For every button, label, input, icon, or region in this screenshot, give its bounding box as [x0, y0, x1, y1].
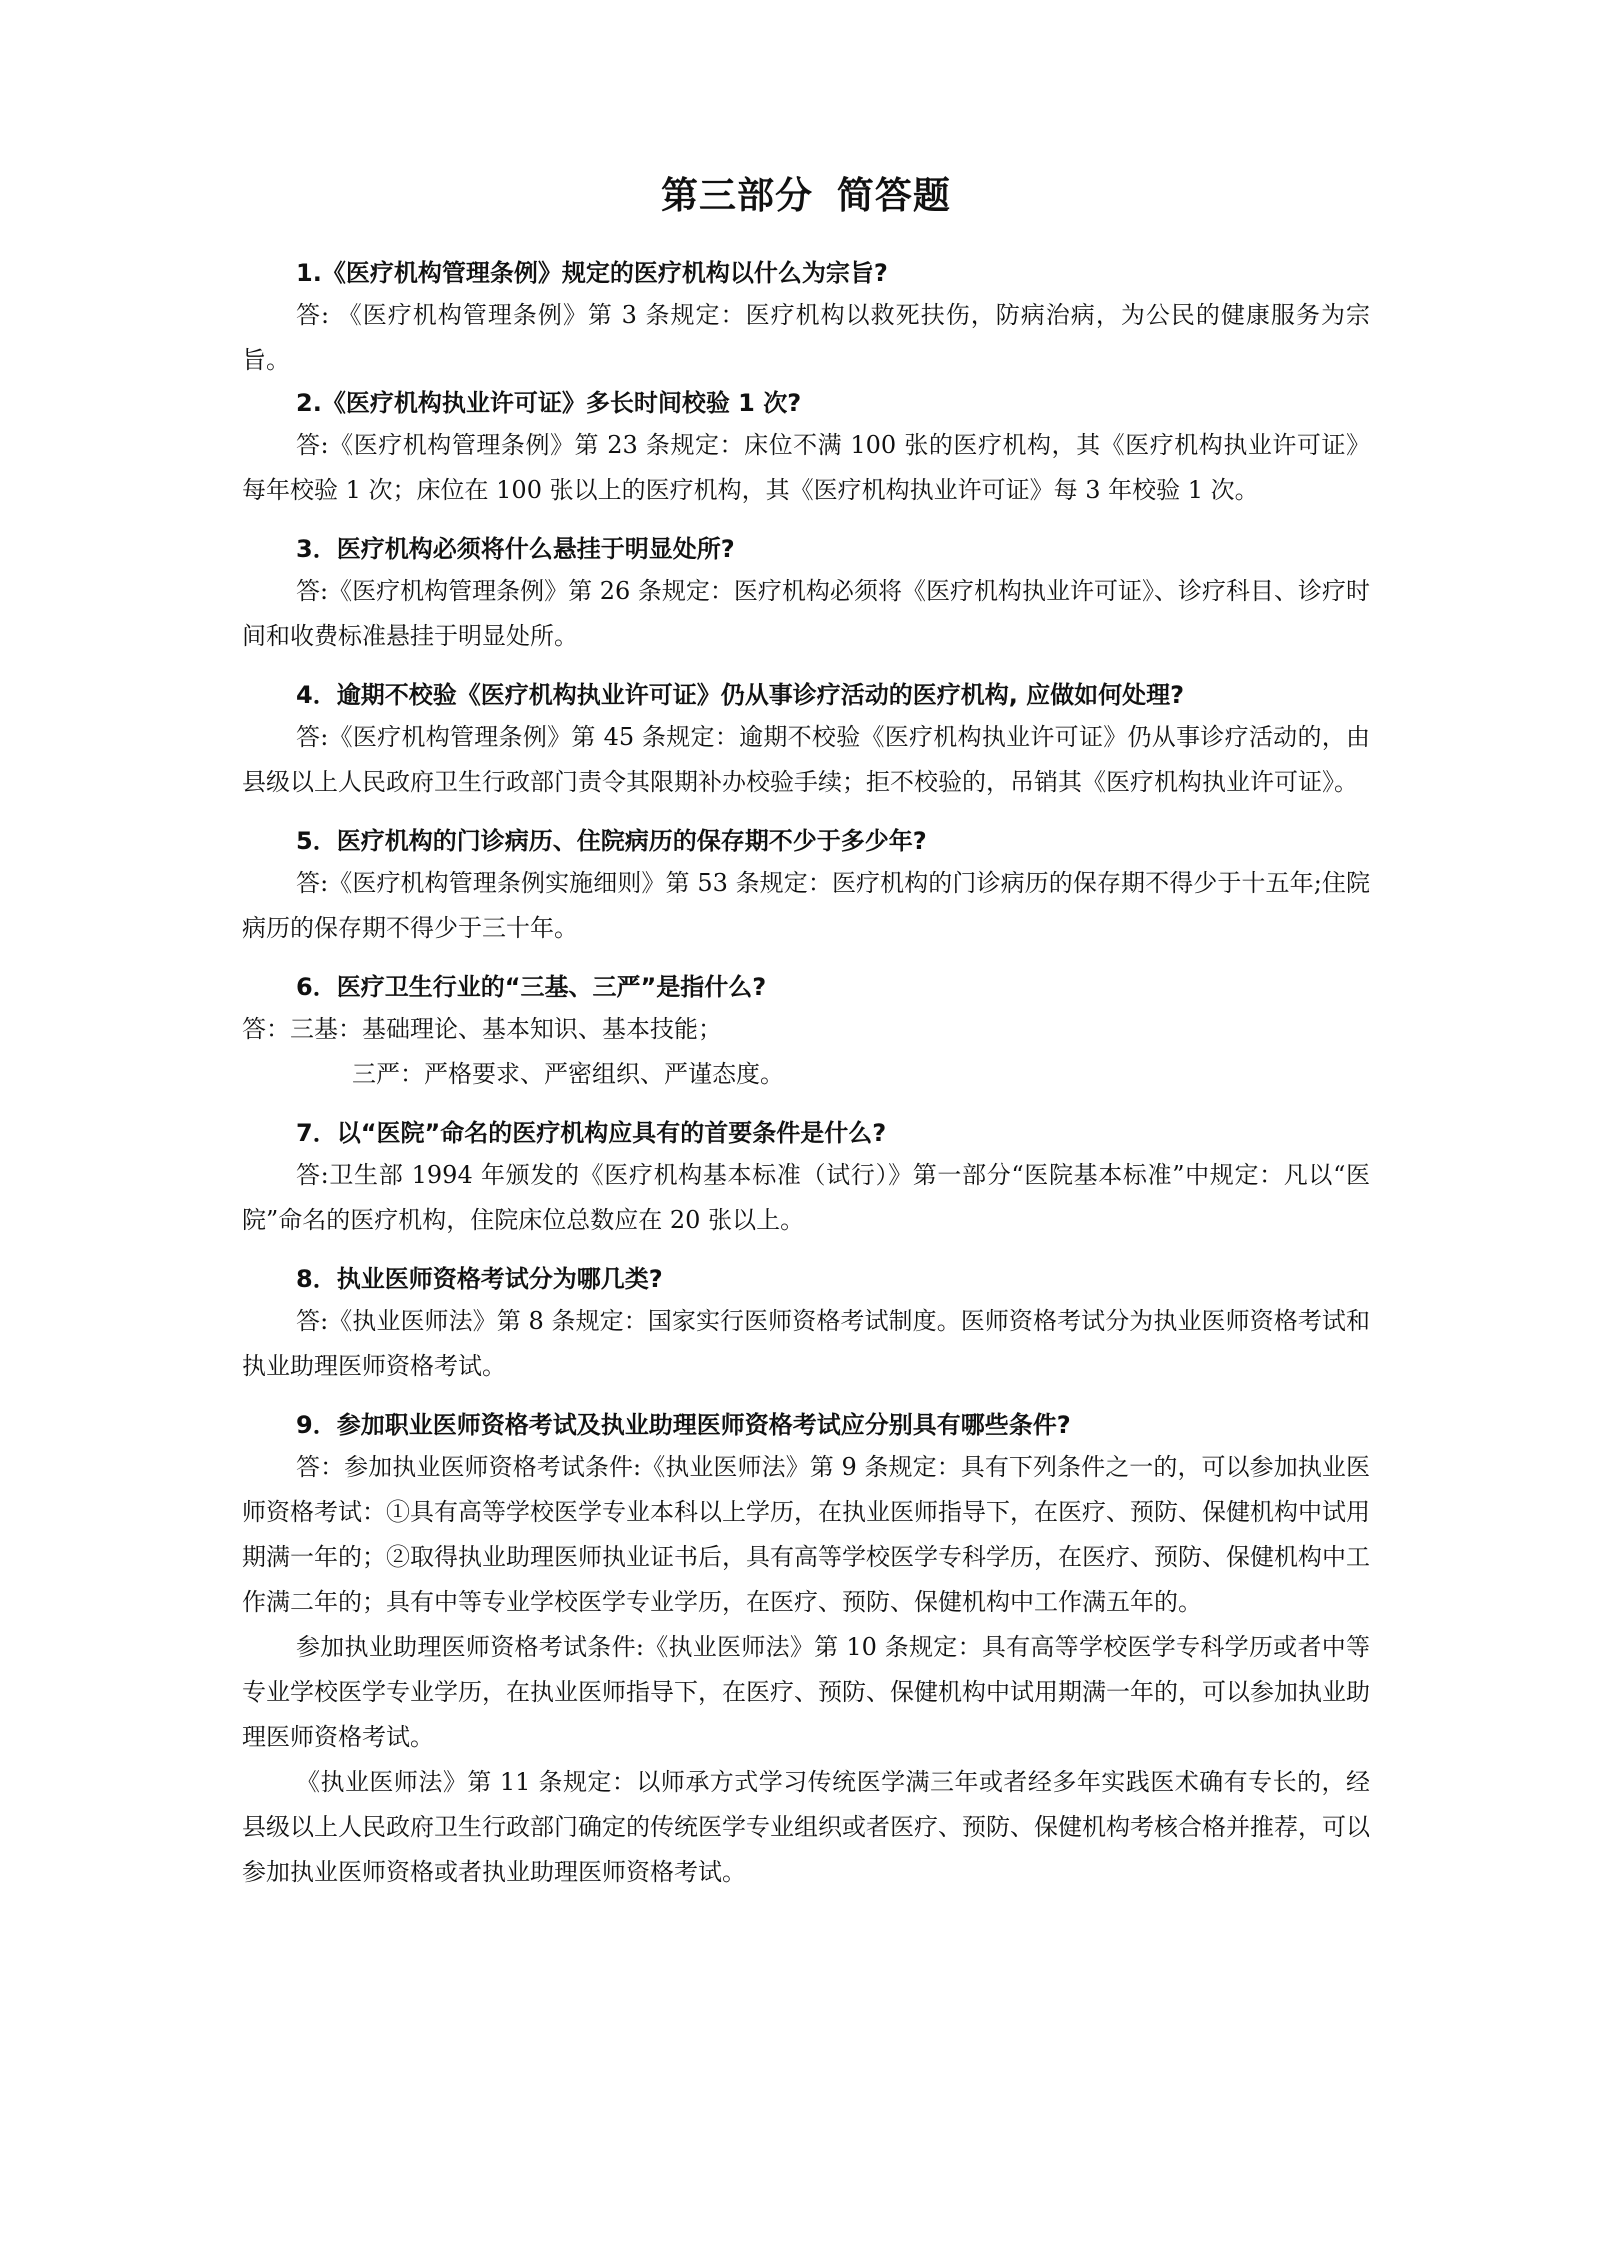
answer-1: 答: 《医疗机构管理条例》第 3 条规定：医疗机构以救死扶伤，防病治病，为公民的健康服务为宗旨。	[242, 301, 1370, 374]
qa-item-6	[242, 967, 1370, 1097]
answer-4: 答:《医疗机构管理条例》第 45 条规定：逾期不校验《医疗机构执业许可证》仍从事诊疗活动的，由县级以上人民政府卫生行政部门责令其限期补办校验手续；拒不校验的，吊销其《医疗机构执业许可证》。	[242, 723, 1370, 796]
answer-8: 答:《执业医师法》第 8 条规定：国家实行医师资格考试制度。医师资格考试分为执业医师资格考试和执业助理医师资格考试。	[242, 1307, 1370, 1380]
question-1: 1.《医疗机构管理条例》规定的医疗机构以什么为宗旨?	[296, 259, 888, 287]
question-8: 8．执业医师资格考试分为哪几类?	[296, 1265, 663, 1293]
answer-9-part-3: 《执业医师法》第 11 条规定：以师承方式学习传统医学满三年或者经多年实践医术确有专长的，经县级以上人民政府卫生行政部门确定的传统医学专业组织或者医疗、预防、保健机构考核合格并推荐，可以参加执业医师资格或者执业助理医师资格考试。	[242, 1768, 1370, 1886]
question-3: 3．医疗机构必须将什么悬挂于明显处所?	[296, 535, 735, 563]
answer-5: 答:《医疗机构管理条例实施细则》第 53 条规定：医疗机构的门诊病历的保存期不得少于十五年;住院病历的保存期不得少于三十年。	[242, 869, 1370, 942]
qa-item-7	[242, 1113, 1370, 1243]
document-page	[242, 165, 1370, 1895]
answer-2: 答:《医疗机构管理条例》第 23 条规定：床位不满 100 张的医疗机构，其《医疗机构执业许可证》每年校验 1 次；床位在 100 张以上的医疗机构，其《医疗机构执业许可证》每 3 年校验 1 次。	[242, 431, 1370, 504]
question-7: 7．以“医院”命名的医疗机构应具有的首要条件是什么?	[296, 1119, 887, 1147]
answer-9-part-2: 参加执业助理医师资格考试条件:《执业医师法》第 10 条规定：具有高等学校医学专科学历或者中等专业学校医学专业学历，在执业医师指导下，在医疗、预防、保健机构中试用期满一年的，可以参加执业助理医师资格考试。	[242, 1633, 1370, 1751]
answer-7: 答:卫生部 1994 年颁发的《医疗机构基本标准（试行）》第一部分“医院基本标准”中规定：凡以“医院”命名的医疗机构，住院床位总数应在 20 张以上。	[242, 1161, 1370, 1234]
page-title: 第三部分 简答题	[661, 174, 951, 217]
qa-item-9	[242, 1405, 1370, 1895]
qa-item-5	[242, 821, 1370, 951]
question-2: 2.《医疗机构执业许可证》多长时间校验 1 次?	[296, 389, 802, 417]
question-5: 5．医疗机构的门诊病历、住院病历的保存期不少于多少年?	[296, 827, 927, 855]
answer-6-line-2: 三严：严格要求、严密组织、严谨态度。	[352, 1060, 784, 1088]
answer-3: 答:《医疗机构管理条例》第 26 条规定：医疗机构必须将《医疗机构执业许可证》、诊疗科目、诊疗时间和收费标准悬挂于明显处所。	[242, 577, 1370, 650]
answer-9-part-1: 答：参加执业医师资格考试条件:《执业医师法》第 9 条规定：具有下列条件之一的，可以参加执业医师资格考试：①具有高等学校医学专业本科以上学历，在执业医师指导下，在医疗、预防、保健机构中试用期满一年的；②取得执业助理医师执业证书后，具有高等学校医学专科学历，在医疗、预防、保健机构中工作满二年的；具有中等专业学校医学专业学历，在医疗、预防、保健机构中工作满五年的。	[242, 1453, 1370, 1616]
answer-6-line-1: 答：三基：基础理论、基本知识、基本技能；	[242, 1015, 722, 1043]
qa-item-2	[242, 383, 1370, 513]
question-6: 6．医疗卫生行业的“三基、三严”是指什么?	[296, 973, 767, 1001]
qa-item-8	[242, 1259, 1370, 1389]
question-9: 9．参加职业医师资格考试及执业助理医师资格考试应分别具有哪些条件?	[296, 1411, 1071, 1439]
qa-item-1	[242, 253, 1370, 383]
qa-item-3	[242, 529, 1370, 659]
question-4: 4．逾期不校验《医疗机构执业许可证》仍从事诊疗活动的医疗机构, 应做如何处理?	[296, 681, 1185, 709]
qa-item-4	[242, 675, 1370, 805]
